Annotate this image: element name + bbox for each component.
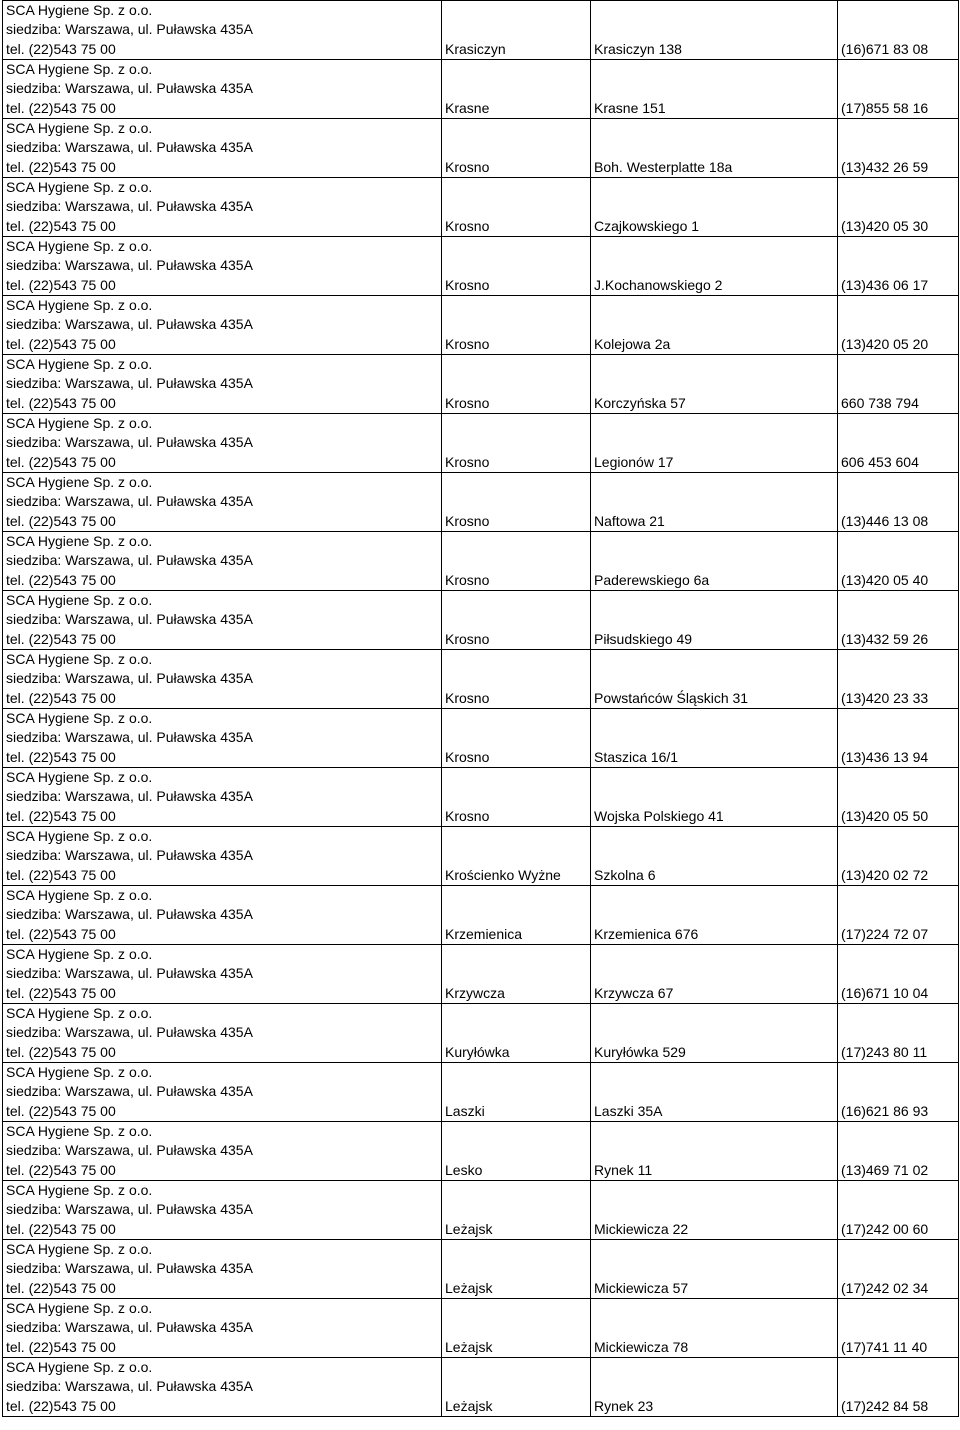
- city-cell: Krosno: [442, 237, 591, 296]
- company-seat: siedziba: Warszawa, ul. Puławska 435A: [6, 552, 253, 569]
- table-row: [3, 1299, 959, 1358]
- address-cell: Mickiewicza 22: [591, 1181, 838, 1240]
- city-cell: Krosno: [442, 473, 591, 532]
- company-name: SCA Hygiene Sp. z o.o.: [6, 120, 153, 137]
- address-cell: Wojska Polskiego 41: [591, 768, 838, 827]
- phone-cell: (13)420 05 30: [838, 178, 959, 237]
- table-row: [3, 237, 959, 296]
- city-cell: Krosno: [442, 768, 591, 827]
- company-phone: tel. (22)543 75 00: [6, 276, 116, 293]
- company-cell: [3, 1358, 442, 1417]
- city-cell: Leżajsk: [442, 1240, 591, 1299]
- city-cell: Krosno: [442, 650, 591, 709]
- city-cell: Leżajsk: [442, 1181, 591, 1240]
- company-seat: siedziba: Warszawa, ul. Puławska 435A: [6, 906, 253, 923]
- phone-cell: (17)242 84 58: [838, 1358, 959, 1417]
- table-row: [3, 1181, 959, 1240]
- phone-cell: (17)224 72 07: [838, 886, 959, 945]
- company-phone: tel. (22)543 75 00: [6, 748, 116, 765]
- phone-cell: (13)432 59 26: [838, 591, 959, 650]
- company-name: SCA Hygiene Sp. z o.o.: [6, 61, 153, 78]
- company-cell: [3, 827, 442, 886]
- phone-cell: 660 738 794: [838, 355, 959, 414]
- company-seat: siedziba: Warszawa, ul. Puławska 435A: [6, 375, 253, 392]
- address-cell: Piłsudskiego 49: [591, 591, 838, 650]
- company-name: SCA Hygiene Sp. z o.o.: [6, 297, 153, 314]
- company-cell: [3, 532, 442, 591]
- city-cell: Krościenko Wyżne: [442, 827, 591, 886]
- company-phone: tel. (22)543 75 00: [6, 217, 116, 234]
- table-row: [3, 591, 959, 650]
- city-cell: Leżajsk: [442, 1358, 591, 1417]
- company-name: SCA Hygiene Sp. z o.o.: [6, 533, 153, 550]
- address-cell: Powstańców Śląskich 31: [591, 650, 838, 709]
- company-name: SCA Hygiene Sp. z o.o.: [6, 651, 153, 668]
- company-phone: tel. (22)543 75 00: [6, 866, 116, 883]
- company-cell: [3, 355, 442, 414]
- company-cell: [3, 1063, 442, 1122]
- company-name: SCA Hygiene Sp. z o.o.: [6, 1359, 153, 1376]
- phone-cell: (16)621 86 93: [838, 1063, 959, 1122]
- company-cell: [3, 1004, 442, 1063]
- company-name: SCA Hygiene Sp. z o.o.: [6, 1241, 153, 1258]
- company-seat: siedziba: Warszawa, ul. Puławska 435A: [6, 21, 253, 38]
- phone-cell: (16)671 10 04: [838, 945, 959, 1004]
- table-row: [3, 355, 959, 414]
- company-cell: [3, 237, 442, 296]
- company-phone: tel. (22)543 75 00: [6, 984, 116, 1001]
- company-cell: [3, 1299, 442, 1358]
- phone-cell: (13)446 13 08: [838, 473, 959, 532]
- company-phone: tel. (22)543 75 00: [6, 630, 116, 647]
- city-cell: Krzywcza: [442, 945, 591, 1004]
- table-row: [3, 827, 959, 886]
- address-cell: Krasiczyn 138: [591, 1, 838, 60]
- company-seat: siedziba: Warszawa, ul. Puławska 435A: [6, 434, 253, 451]
- phone-cell: 606 453 604: [838, 414, 959, 473]
- address-cell: Krasne 151: [591, 60, 838, 119]
- address-cell: Krzemienica 676: [591, 886, 838, 945]
- company-seat: siedziba: Warszawa, ul. Puławska 435A: [6, 847, 253, 864]
- phone-cell: (17)243 80 11: [838, 1004, 959, 1063]
- company-seat: siedziba: Warszawa, ul. Puławska 435A: [6, 1024, 253, 1041]
- address-cell: Boh. Westerplatte 18a: [591, 119, 838, 178]
- company-seat: siedziba: Warszawa, ul. Puławska 435A: [6, 611, 253, 628]
- city-cell: Leżajsk: [442, 1299, 591, 1358]
- company-phone: tel. (22)543 75 00: [6, 1161, 116, 1178]
- city-cell: Krosno: [442, 296, 591, 355]
- company-cell: [3, 1, 442, 60]
- company-seat: siedziba: Warszawa, ul. Puławska 435A: [6, 493, 253, 510]
- table-row: [3, 1240, 959, 1299]
- table-row: [3, 178, 959, 237]
- distributor-table: [2, 0, 959, 1417]
- phone-cell: (13)420 02 72: [838, 827, 959, 886]
- city-cell: Krosno: [442, 414, 591, 473]
- phone-cell: (17)741 11 40: [838, 1299, 959, 1358]
- company-name: SCA Hygiene Sp. z o.o.: [6, 946, 153, 963]
- address-cell: Legionów 17: [591, 414, 838, 473]
- company-seat: siedziba: Warszawa, ul. Puławska 435A: [6, 1083, 253, 1100]
- company-name: SCA Hygiene Sp. z o.o.: [6, 474, 153, 491]
- company-phone: tel. (22)543 75 00: [6, 158, 116, 175]
- address-cell: Kuryłówka 529: [591, 1004, 838, 1063]
- table-row: [3, 1063, 959, 1122]
- table-row: [3, 650, 959, 709]
- table-row: [3, 768, 959, 827]
- company-phone: tel. (22)543 75 00: [6, 1043, 116, 1060]
- address-cell: Mickiewicza 78: [591, 1299, 838, 1358]
- company-phone: tel. (22)543 75 00: [6, 1397, 116, 1414]
- company-phone: tel. (22)543 75 00: [6, 1220, 116, 1237]
- company-phone: tel. (22)543 75 00: [6, 394, 116, 411]
- company-cell: [3, 296, 442, 355]
- company-cell: [3, 119, 442, 178]
- company-name: SCA Hygiene Sp. z o.o.: [6, 710, 153, 727]
- company-seat: siedziba: Warszawa, ul. Puławska 435A: [6, 1378, 253, 1395]
- city-cell: Krosno: [442, 178, 591, 237]
- phone-cell: (13)420 05 50: [838, 768, 959, 827]
- phone-cell: (13)436 13 94: [838, 709, 959, 768]
- address-cell: Staszica 16/1: [591, 709, 838, 768]
- city-cell: Krasiczyn: [442, 1, 591, 60]
- address-cell: Paderewskiego 6a: [591, 532, 838, 591]
- company-name: SCA Hygiene Sp. z o.o.: [6, 1005, 153, 1022]
- table-body: [3, 1, 959, 1417]
- company-seat: siedziba: Warszawa, ul. Puławska 435A: [6, 670, 253, 687]
- company-seat: siedziba: Warszawa, ul. Puławska 435A: [6, 257, 253, 274]
- table-row: [3, 886, 959, 945]
- company-seat: siedziba: Warszawa, ul. Puławska 435A: [6, 80, 253, 97]
- company-phone: tel. (22)543 75 00: [6, 512, 116, 529]
- company-phone: tel. (22)543 75 00: [6, 807, 116, 824]
- company-cell: [3, 1181, 442, 1240]
- city-cell: Krzemienica: [442, 886, 591, 945]
- address-cell: Krzywcza 67: [591, 945, 838, 1004]
- phone-cell: (13)436 06 17: [838, 237, 959, 296]
- phone-cell: (13)420 05 20: [838, 296, 959, 355]
- company-phone: tel. (22)543 75 00: [6, 99, 116, 116]
- company-name: SCA Hygiene Sp. z o.o.: [6, 769, 153, 786]
- company-phone: tel. (22)543 75 00: [6, 1102, 116, 1119]
- company-name: SCA Hygiene Sp. z o.o.: [6, 1064, 153, 1081]
- phone-cell: (13)420 05 40: [838, 532, 959, 591]
- company-phone: tel. (22)543 75 00: [6, 571, 116, 588]
- company-phone: tel. (22)543 75 00: [6, 335, 116, 352]
- company-cell: [3, 473, 442, 532]
- table-row: [3, 296, 959, 355]
- company-seat: siedziba: Warszawa, ul. Puławska 435A: [6, 965, 253, 982]
- company-name: SCA Hygiene Sp. z o.o.: [6, 238, 153, 255]
- company-name: SCA Hygiene Sp. z o.o.: [6, 1123, 153, 1140]
- company-cell: [3, 886, 442, 945]
- table-row: [3, 473, 959, 532]
- company-cell: [3, 591, 442, 650]
- city-cell: Krosno: [442, 119, 591, 178]
- table-row: [3, 1004, 959, 1063]
- company-seat: siedziba: Warszawa, ul. Puławska 435A: [6, 198, 253, 215]
- city-cell: Krasne: [442, 60, 591, 119]
- company-name: SCA Hygiene Sp. z o.o.: [6, 1182, 153, 1199]
- phone-cell: (13)432 26 59: [838, 119, 959, 178]
- table-row: [3, 945, 959, 1004]
- address-cell: Czajkowskiego 1: [591, 178, 838, 237]
- table-row: [3, 532, 959, 591]
- company-cell: [3, 709, 442, 768]
- company-seat: siedziba: Warszawa, ul. Puławska 435A: [6, 1260, 253, 1277]
- company-name: SCA Hygiene Sp. z o.o.: [6, 887, 153, 904]
- phone-cell: (17)855 58 16: [838, 60, 959, 119]
- company-name: SCA Hygiene Sp. z o.o.: [6, 592, 153, 609]
- company-phone: tel. (22)543 75 00: [6, 1338, 116, 1355]
- company-name: SCA Hygiene Sp. z o.o.: [6, 1300, 153, 1317]
- address-cell: Laszki 35A: [591, 1063, 838, 1122]
- company-phone: tel. (22)543 75 00: [6, 925, 116, 942]
- table-row: [3, 1358, 959, 1417]
- company-cell: [3, 768, 442, 827]
- company-phone: tel. (22)543 75 00: [6, 689, 116, 706]
- phone-cell: (13)420 23 33: [838, 650, 959, 709]
- city-cell: Laszki: [442, 1063, 591, 1122]
- city-cell: Krosno: [442, 709, 591, 768]
- company-phone: tel. (22)543 75 00: [6, 453, 116, 470]
- address-cell: Rynek 11: [591, 1122, 838, 1181]
- company-cell: [3, 178, 442, 237]
- table-row: [3, 709, 959, 768]
- company-name: SCA Hygiene Sp. z o.o.: [6, 415, 153, 432]
- company-cell: [3, 945, 442, 1004]
- company-name: SCA Hygiene Sp. z o.o.: [6, 2, 153, 19]
- city-cell: Krosno: [442, 532, 591, 591]
- phone-cell: (13)469 71 02: [838, 1122, 959, 1181]
- address-cell: Korczyńska 57: [591, 355, 838, 414]
- company-seat: siedziba: Warszawa, ul. Puławska 435A: [6, 1319, 253, 1336]
- company-cell: [3, 60, 442, 119]
- city-cell: Krosno: [442, 591, 591, 650]
- city-cell: Lesko: [442, 1122, 591, 1181]
- address-cell: Szkolna 6: [591, 827, 838, 886]
- table-row: [3, 119, 959, 178]
- table-row: [3, 60, 959, 119]
- city-cell: Krosno: [442, 355, 591, 414]
- table-row: [3, 1, 959, 60]
- company-cell: [3, 650, 442, 709]
- company-seat: siedziba: Warszawa, ul. Puławska 435A: [6, 729, 253, 746]
- company-phone: tel. (22)543 75 00: [6, 1279, 116, 1296]
- company-cell: [3, 414, 442, 473]
- address-cell: Naftowa 21: [591, 473, 838, 532]
- company-cell: [3, 1122, 442, 1181]
- city-cell: Kuryłówka: [442, 1004, 591, 1063]
- table-row: [3, 414, 959, 473]
- company-seat: siedziba: Warszawa, ul. Puławska 435A: [6, 1201, 253, 1218]
- address-cell: Mickiewicza 57: [591, 1240, 838, 1299]
- phone-cell: (17)242 02 34: [838, 1240, 959, 1299]
- phone-cell: (16)671 83 08: [838, 1, 959, 60]
- phone-cell: (17)242 00 60: [838, 1181, 959, 1240]
- company-name: SCA Hygiene Sp. z o.o.: [6, 356, 153, 373]
- company-name: SCA Hygiene Sp. z o.o.: [6, 179, 153, 196]
- address-cell: J.Kochanowskiego 2: [591, 237, 838, 296]
- company-seat: siedziba: Warszawa, ul. Puławska 435A: [6, 316, 253, 333]
- company-seat: siedziba: Warszawa, ul. Puławska 435A: [6, 139, 253, 156]
- company-cell: [3, 1240, 442, 1299]
- company-seat: siedziba: Warszawa, ul. Puławska 435A: [6, 788, 253, 805]
- company-name: SCA Hygiene Sp. z o.o.: [6, 828, 153, 845]
- company-phone: tel. (22)543 75 00: [6, 40, 116, 57]
- address-cell: Kolejowa 2a: [591, 296, 838, 355]
- address-cell: Rynek 23: [591, 1358, 838, 1417]
- company-seat: siedziba: Warszawa, ul. Puławska 435A: [6, 1142, 253, 1159]
- table-row: [3, 1122, 959, 1181]
